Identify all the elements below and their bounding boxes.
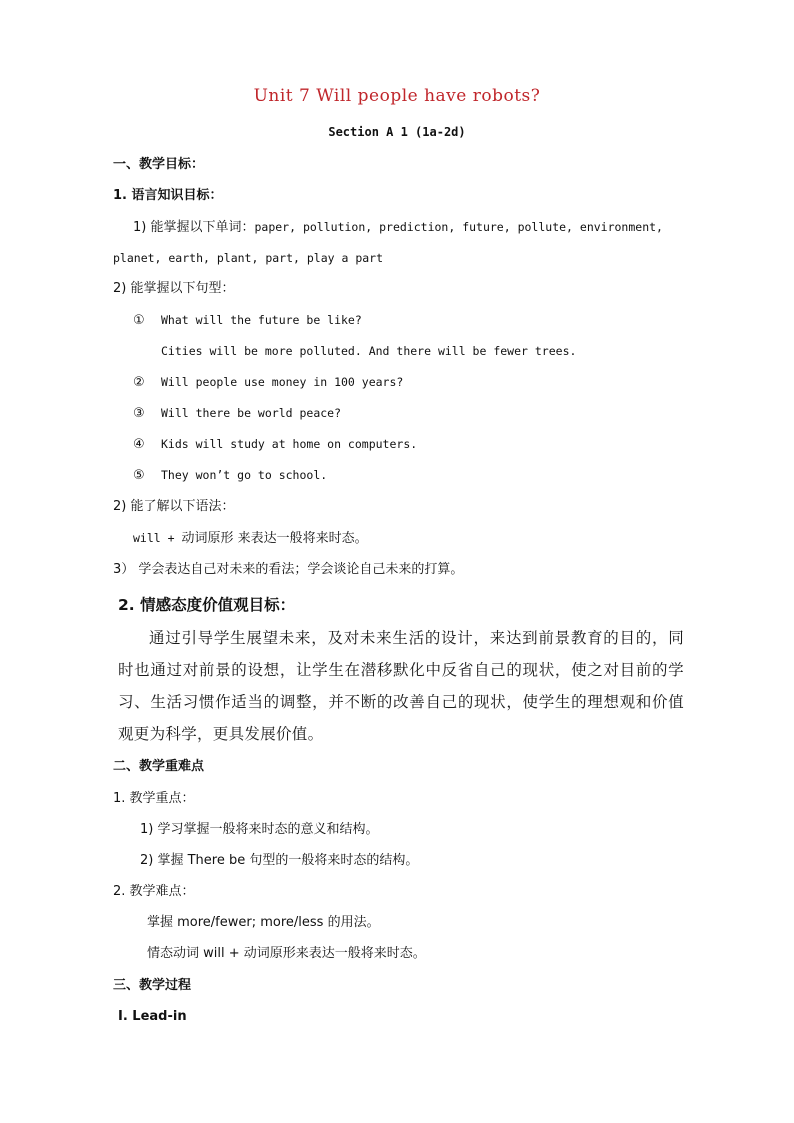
vocab-words-2: planet, earth, plant, part, play a part [113, 251, 384, 265]
sentence-text: Will people use money in 100 years? [161, 375, 404, 389]
sentence-marker: ② [133, 375, 145, 390]
sentence-item [133, 404, 341, 423]
vocab-words-1: paper, pollution, prediction, future, pollute, environment, [254, 220, 663, 234]
grammar-text: 动词原形 来表达一般将来时态。 [181, 531, 368, 546]
difficult-points-heading: 2. 教学难点： [113, 884, 195, 899]
vocab-intro: 1) 能掌握以下单词： [133, 220, 255, 235]
heading-key-difficult-points: 二、教学重难点 [113, 759, 205, 774]
sentence-item [133, 373, 403, 392]
sentence-item [133, 311, 362, 330]
sentence-text: They won’t go to school. [161, 468, 328, 482]
sentence-item [133, 466, 327, 485]
heading-language-objectives: 1. 语言知识目标： [113, 188, 223, 203]
process-step-lead-in: Ⅰ. Lead-in [118, 1009, 187, 1024]
document-title: Unit 7 Will people have robots? [253, 86, 541, 106]
grammar-intro: 2) 能了解以下语法： [113, 499, 235, 514]
section-subtitle: Section A 1 (1a-2d) [328, 125, 466, 139]
sentences-intro: 2) 能掌握以下句型： [113, 281, 235, 296]
sentence-text: Kids will study at home on computers. [161, 437, 418, 451]
key-point-item: 2) 掌握 There be 句型的一般将来时态的结构。 [140, 853, 419, 868]
sentence-text: Will there be world peace? [161, 406, 342, 420]
sentence-marker: ④ [133, 437, 145, 452]
sentence-marker: ⑤ [133, 468, 145, 483]
heading-teaching-process: 三、教学过程 [113, 978, 192, 993]
key-point-item: 1) 学习掌握一般将来时态的意义和结构。 [140, 822, 379, 837]
grammar-rule [133, 529, 368, 548]
objective-item-3: 3） 学会表达自己对未来的看法；学会谈论自己未来的打算。 [113, 562, 464, 577]
sentence-item [133, 435, 417, 454]
difficult-point-item: 掌握 more/fewer; more/less 的用法。 [147, 915, 380, 930]
sentence-text: Cities will be more polluted. And there will be fewer trees. [161, 344, 577, 358]
key-points-heading: 1. 教学重点： [113, 791, 195, 806]
sentence-item [133, 342, 576, 361]
sentence-text: What will the future be like? [161, 313, 362, 327]
emotional-objectives-paragraph: 通过引导学生展望未来，及对未来生活的设计，来达到前景教育的目的，同时也通过对前景的设想，让学生在潜移默化中反省自己的现状，使之对目前的学习、生活习惯作适当的调整，并不断的改善自己的现状，使学生的理想观和价值观更为科学，更具发展价值。 [118, 629, 684, 743]
heading-emotional-objectives: 2. 情感态度价值观目标： [118, 596, 296, 614]
sentence-marker: ③ [133, 406, 145, 421]
grammar-code: will + [133, 531, 182, 545]
heading-teaching-objectives: 一、教学目标： [113, 157, 205, 172]
sentence-marker: ① [133, 313, 145, 328]
difficult-point-item: 情态动词 will + 动词原形来表达一般将来时态。 [147, 946, 426, 961]
vocab-line-1 [133, 218, 663, 237]
